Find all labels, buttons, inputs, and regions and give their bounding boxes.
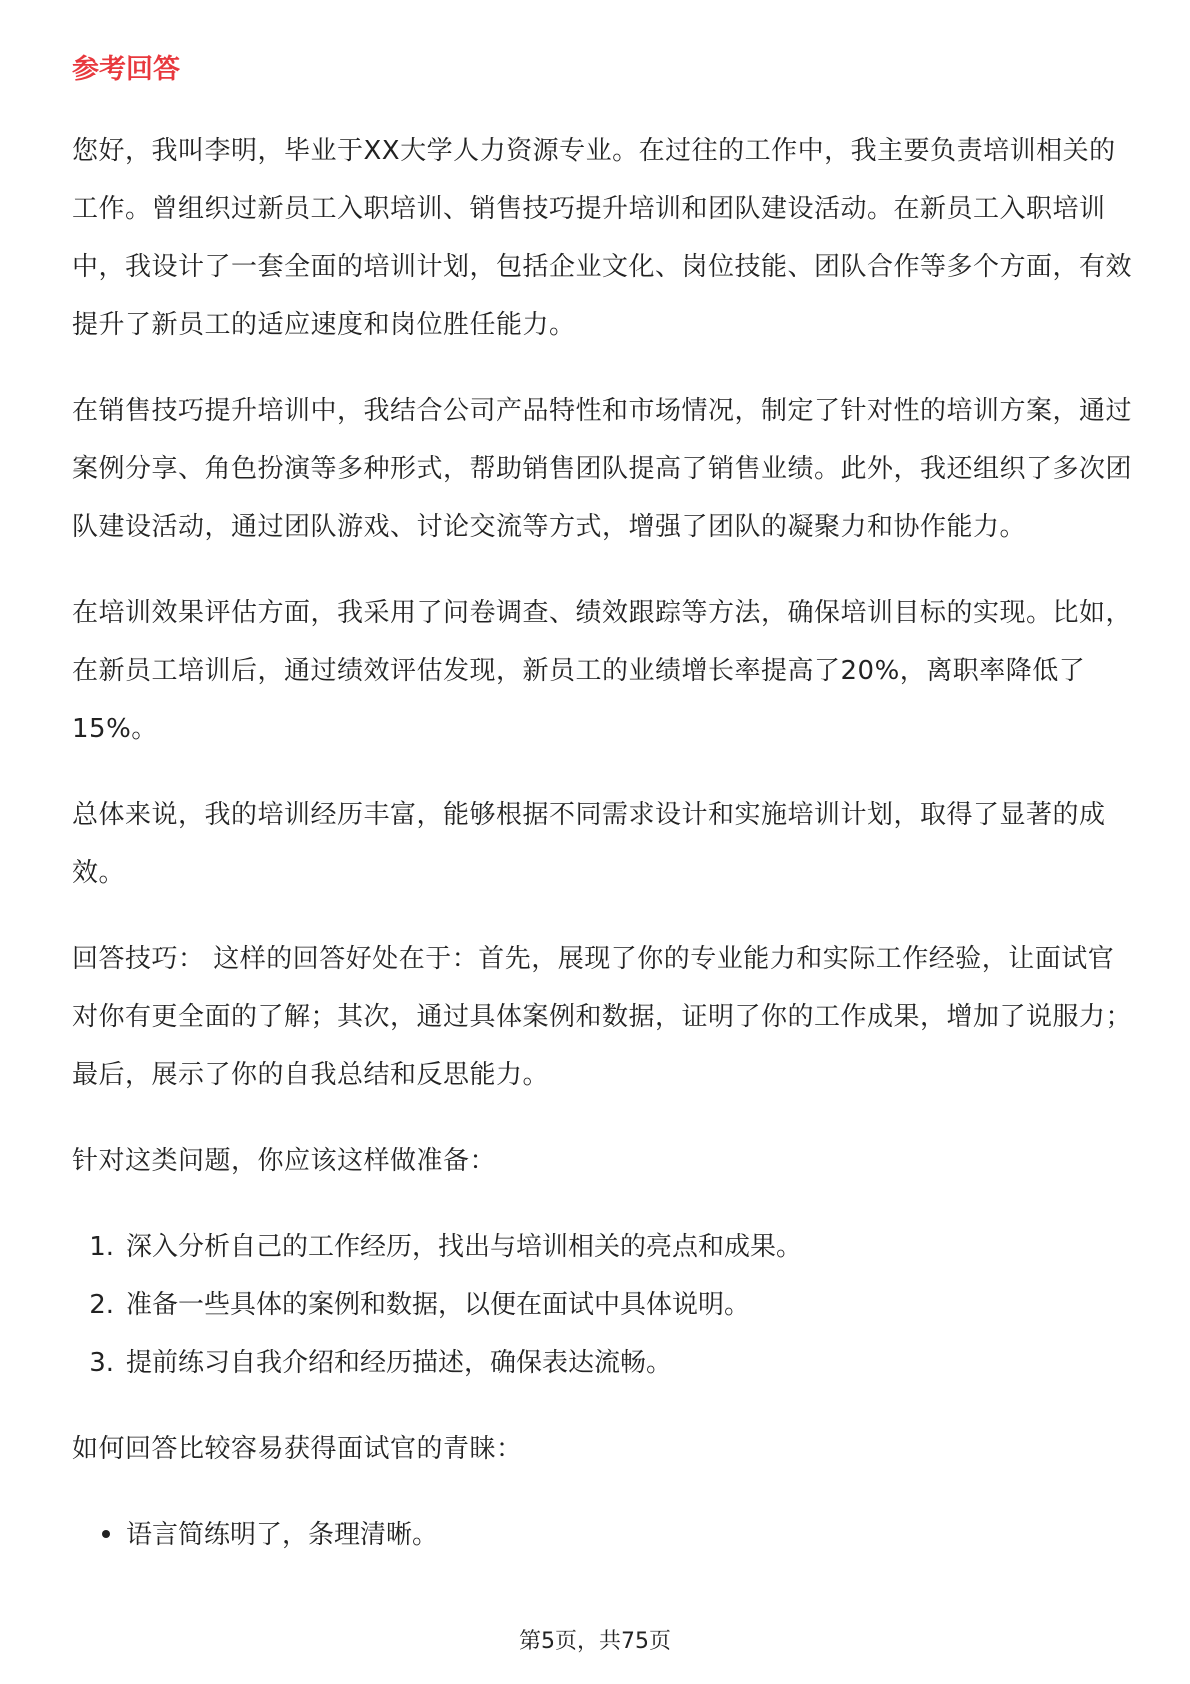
section-heading: 参考回答 (72, 54, 180, 85)
paragraph-how-to-answer: 如何回答比较容易获得面试官的青睐： (72, 1434, 523, 1464)
page-number-footer: 第5页，共75页 (519, 1629, 671, 1654)
list-item-text: 深入分析自己的工作经历，找出与培训相关的亮点和成果。 (126, 1232, 803, 1262)
bullet-icon (102, 1530, 110, 1538)
tips-bullet-list (72, 1506, 1132, 1564)
list-item (72, 1218, 1132, 1276)
bullet-item-text: 语言简练明了，条理清晰。 (126, 1520, 439, 1550)
paragraph-intro: 您好，我叫李明，毕业于XX大学人力资源专业。在过往的工作中，我主要负责培训相关的工作。曾组织过新员工入职培训、销售技巧提升培训和团队建设活动。在新员工入职培训中，我设计了一套全面的培训计划，包括企业文化、岗位技能、团队合作等多个方面，有效提升了新员工的适应速度和岗位胜任能力。 (72, 136, 1133, 340)
list-item (72, 1334, 1132, 1392)
paragraph-evaluation: 在培训效果评估方面，我采用了问卷调查、绩效跟踪等方法，确保培训目标的实现。比如，在新员工培训后，通过绩效评估发现，新员工的业绩增长率提高了20%，离职率降低了15%。 (72, 598, 1133, 744)
paragraph-summary: 总体来说，我的培训经历丰富，能够根据不同需求设计和实施培训计划，取得了显著的成效。 (72, 800, 1106, 888)
list-item-text: 提前练习自我介绍和经历描述，确保表达流畅。 (126, 1348, 673, 1378)
bullet-item (72, 1506, 1132, 1564)
paragraph-answer-tips: 回答技巧： 这样的回答好处在于：首先，展现了你的专业能力和实际工作经验，让面试官对你有更全面的了解；其次，通过具体案例和数据，证明了你的工作成果，增加了说服力；最后，展示了你的自我总结和反思能力。 (72, 944, 1133, 1090)
list-item (72, 1276, 1132, 1334)
paragraph-sales-training: 在销售技巧提升培训中，我结合公司产品特性和市场情况，制定了针对性的培训方案，通过案例分享、角色扮演等多种形式，帮助销售团队提高了销售业绩。此外，我还组织了多次团队建设活动，通过团队游戏、讨论交流等方式，增强了团队的凝聚力和协作能力。 (72, 396, 1133, 542)
list-item-text: 准备一些具体的案例和数据，以便在面试中具体说明。 (126, 1290, 751, 1320)
list-item-number: 1. (89, 1232, 114, 1262)
list-item-number: 3. (89, 1348, 114, 1378)
list-item-number: 2. (89, 1290, 114, 1320)
preparation-list (72, 1218, 1132, 1392)
paragraph-preparation-intro: 针对这类问题，你应该这样做准备： (72, 1146, 497, 1176)
document-page (72, 50, 1132, 1564)
